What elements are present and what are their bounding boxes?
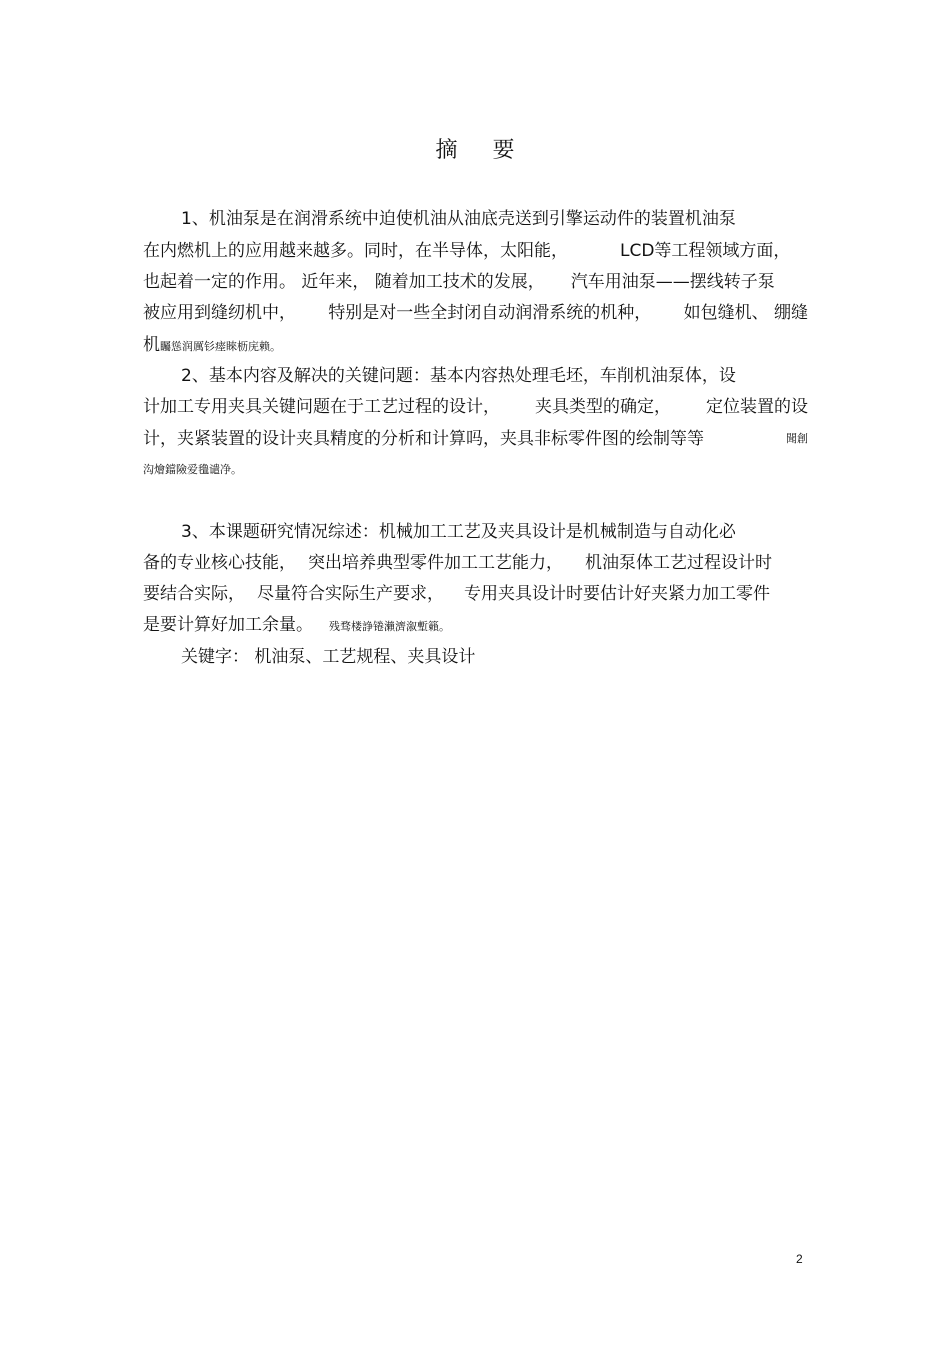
p1-line-4-text-c: 如包缝机、 绷缝: [683, 303, 808, 323]
keywords-line: 关键字： 机油泵、工艺规程、夹具设计: [181, 647, 476, 667]
p2-line-3-text-a: 计，夹紧装置的设计夹具精度的分析和计算吗，夹具非标零件图的绘制等等: [143, 429, 704, 449]
p3-line-4-garbled-text: 残骛楼諍锩瀨濟溆塹籟。: [329, 620, 450, 633]
p1-line-4-text-b: 特别是对一些全封闭自动润滑系统的机种，: [328, 303, 652, 323]
p1-line-5-text-a: 机: [143, 335, 160, 355]
p2-line-3-garbled-text: 聞創: [786, 432, 808, 445]
p1-line-3: [143, 271, 808, 293]
p3-line-4: [143, 614, 808, 636]
page-title: 摘 要: [435, 138, 529, 163]
p3-line-3-text-a: 要结合实际，: [143, 584, 245, 604]
p3-line-1: 3、本课题研究情况综述：机械加工工艺及夹具设计是机械制造与自动化必: [181, 522, 736, 542]
p1-line-2-text-b: LCD等工程领域方面，: [620, 241, 791, 261]
p1-line-3-text-b: 汽车用油泵——摆线转子泵: [570, 272, 775, 292]
p2-line-4-garbled-text: 沟燴鐺險爱氇谴净。: [143, 463, 242, 476]
p3-line-3: [143, 583, 808, 605]
p1-line-4-text-a: 被应用到缝纫机中，: [143, 303, 296, 323]
p1-line-4: [143, 302, 808, 324]
p3-line-3-text-b: 尽量符合实际生产要求，: [257, 584, 444, 604]
p3-line-2-text-b: 突出培养典型零件加工工艺能力，: [308, 553, 563, 573]
p2-line-2: [143, 396, 808, 418]
p1-line-3-text-a: 也起着一定的作用。 近年来， 随着加工技术的发展，: [143, 272, 545, 292]
p3-line-2-text-c: 机油泵体工艺过程设计时: [585, 553, 772, 573]
p2-line-2-text-c: 定位装置的设: [706, 397, 808, 417]
p3-line-4-text-a: 是要计算好加工余量。: [143, 615, 313, 635]
p1-line-5-garbled-text: 矚慫润厲钐瘗睞枥庑赖。: [160, 340, 281, 353]
p2-line-2-text-a: 计加工专用夹具关键问题在于工艺过程的设计，: [143, 397, 500, 417]
p2-line-3: [143, 428, 808, 450]
p1-line-5: [143, 334, 808, 356]
p3-line-2: [143, 552, 808, 574]
page-number: 2: [796, 1252, 803, 1266]
p1-line-2-text-a: 在内燃机上的应用越来越多。同时，在半导体，太阳能，: [143, 241, 568, 261]
p2-line-1: 2、基本内容及解决的关键问题：基本内容热处理毛坯，车削机油泵体，设: [181, 366, 736, 386]
p3-line-2-text-a: 备的专业核心技能，: [143, 553, 296, 573]
p1-line-1: 1、机油泵是在润滑系统中迫使机油从油底壳送到引擎运动件的装置机油泵: [181, 209, 736, 229]
p2-line-4: [143, 457, 808, 479]
p1-line-2: [143, 240, 808, 262]
p3-line-3-text-c: 专用夹具设计时要估计好夹紧力加工零件: [464, 584, 770, 604]
p2-line-2-text-b: 夹具类型的确定，: [535, 397, 671, 417]
